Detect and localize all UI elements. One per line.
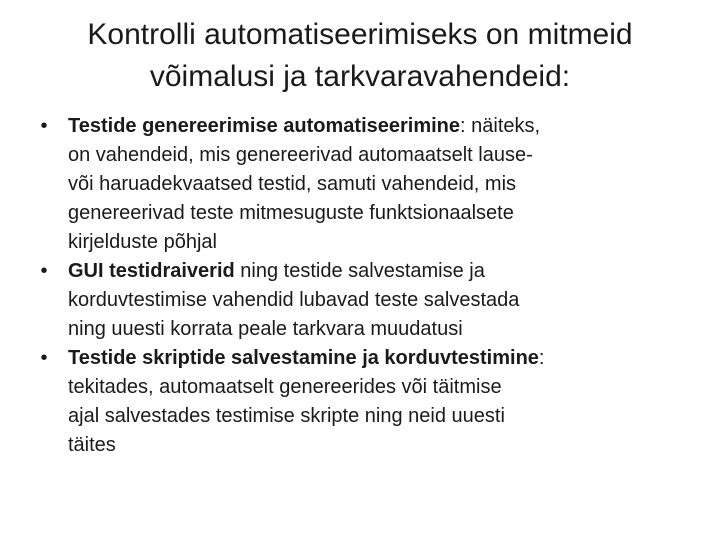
slide-title-line: võimalusi ja tarkvaravahendeid:: [149, 60, 571, 93]
bullet-item: [30, 112, 690, 257]
bullet-plain-text: : näiteks,: [460, 115, 541, 137]
bullet-plain-text: ning uuesti korrata peale tarkvara muudatusi: [68, 318, 463, 340]
bullet-plain-text: korduvtestimise vahendid lubavad teste salvestada: [68, 289, 520, 311]
bullet-plain-text: ajal salvestades testimise skripte ning neid uuesti: [68, 405, 505, 427]
bullet-bold-term: Testide skriptide salvestamine ja korduvtestimine: [68, 347, 539, 369]
bullet-plain-text: on vahendeid, mis genereerivad automaatselt lause-: [68, 144, 533, 166]
bullet-text-line: [68, 199, 690, 228]
bullet-dot-icon: •: [40, 347, 48, 369]
slide-title: [30, 14, 690, 98]
bullet-text-line: [68, 344, 690, 373]
bullet-dot-icon: •: [40, 115, 48, 137]
bullet-list: [30, 112, 690, 460]
bullet-text-line: [68, 315, 690, 344]
bullet-plain-text: tekitades, automaatselt genereerides või täitmise: [68, 376, 502, 398]
bullet-text-line: [68, 141, 690, 170]
bullet-plain-text: või haruadekvaatsed testid, samuti vahendeid, mis: [68, 173, 517, 195]
bullet-plain-text: :: [538, 347, 545, 369]
bullet-plain-text: genereerivad teste mitmesuguste funktsionaalsete: [68, 202, 514, 224]
bullet-text-line: [68, 228, 690, 257]
bullet-text-line: [68, 286, 690, 315]
bullet-text: [68, 344, 690, 460]
bullet-plain-text: ning testide salvestamise ja: [234, 260, 485, 282]
bullet-text-line: [68, 373, 690, 402]
bullet-bold-term: GUI testidraiverid: [68, 260, 235, 282]
bullet-text-line: [68, 257, 690, 286]
bullet-text: [68, 257, 690, 344]
bullet-plain-text: täites: [68, 434, 116, 456]
bullet-text-line: [68, 402, 690, 431]
bullet-item: [30, 344, 690, 460]
bullet-bold-term: Testide genereerimise automatiseerimine: [68, 115, 461, 137]
bullet-text-line: [68, 112, 690, 141]
bullet-text: [68, 112, 690, 257]
bullet-text-line: [68, 170, 690, 199]
bullet-dot-icon: •: [40, 260, 48, 282]
bullet-item: [30, 257, 690, 344]
bullet-text-line: [68, 431, 690, 460]
slide-title-line: Kontrolli automatiseerimiseks on mitmeid: [87, 18, 633, 51]
bullet-plain-text: kirjelduste põhjal: [68, 231, 217, 253]
